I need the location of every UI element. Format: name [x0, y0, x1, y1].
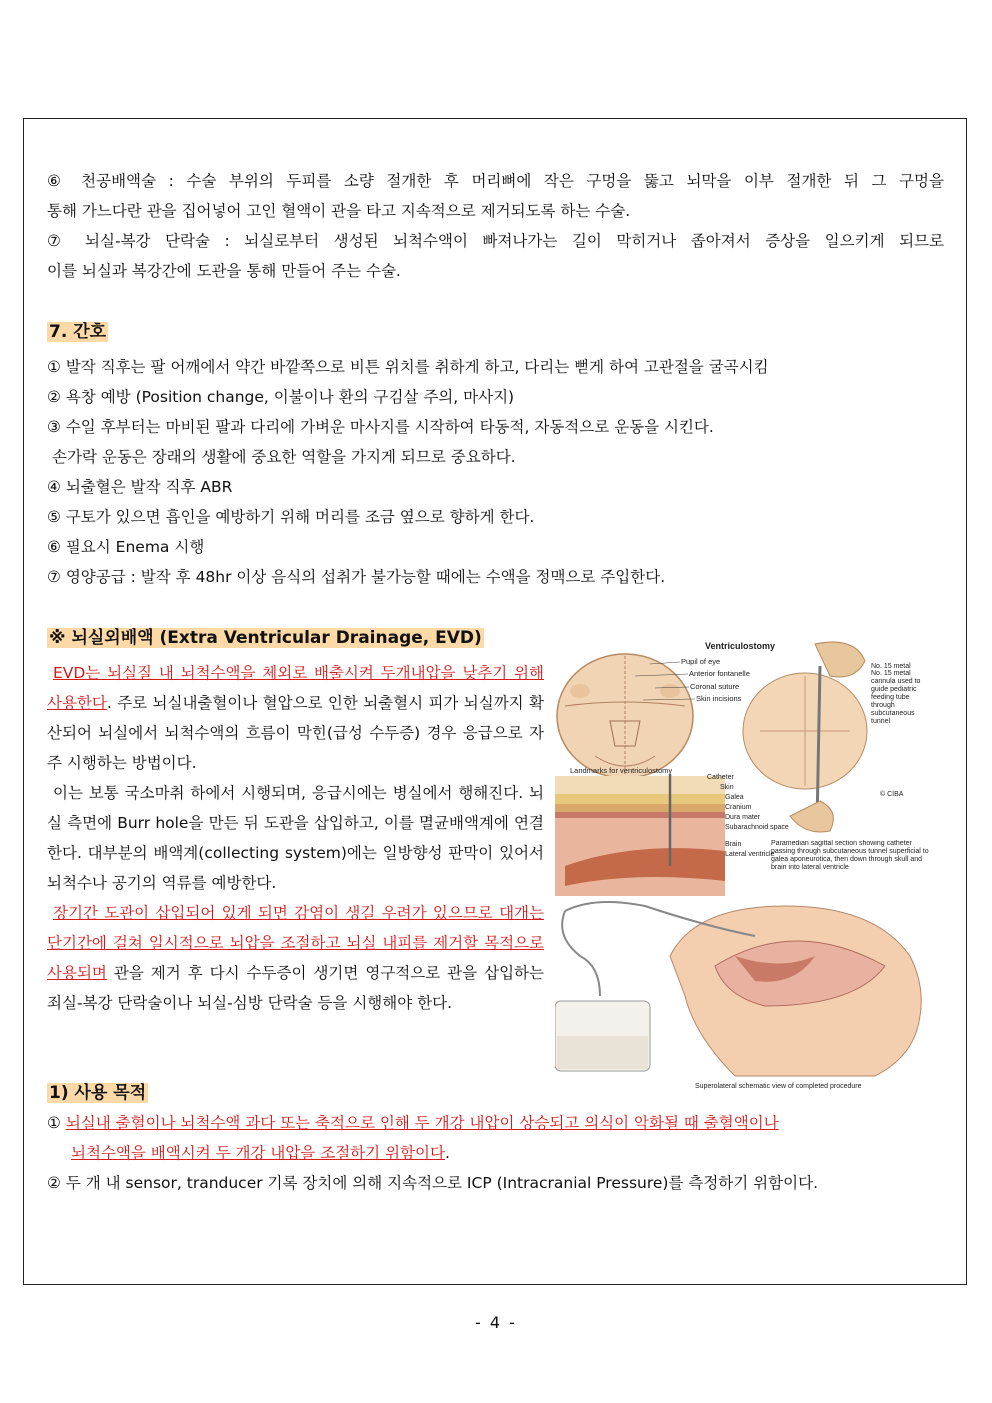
nursing-item: ⑤ 구토가 있으면 흡인을 예방하기 위해 머리를 조금 옆으로 향하게 한다. — [47, 508, 535, 526]
procedure-6-line1: ⑥ 천공배액술 : 수술 부위의 두피를 소량 절개한 후 머리뼈에 작은 구멍을 뚫고 뇌막을 이부 절개한 뒤 그 구멍을 — [47, 172, 944, 190]
nursing-item: ⑦ 영양공급 : 발작 후 48hr 이상 음식의 섭취가 불가능할 때에는 수액을 정맥으로 주입한다. — [47, 568, 666, 586]
page-number: - 4 - — [475, 1313, 517, 1332]
skull-top-view — [557, 654, 693, 778]
sagittal-section — [555, 774, 725, 896]
label-cannula-detail: No. 15 metal cannula used to guide pediatric feeding tube through subcutaneous tunnel — [871, 670, 921, 725]
evd-heading: ※ 뇌실외배액 (Extra Ventricular Drainage, EVD) — [49, 628, 482, 648]
nursing-item: ② 욕창 예방 (Position change, 이불이나 환의 구김살 주의, 마사지) — [47, 388, 515, 406]
ventriculostomy-figure — [555, 636, 930, 1092]
label-lateral: Lateral ventricle — [725, 851, 775, 858]
label-catheter: Catheter — [707, 774, 734, 781]
nursing-heading: 7. 간호 — [49, 322, 107, 342]
label-skin: Skin — [720, 784, 734, 791]
label-subarachnoid: Subarachnoid space — [725, 824, 789, 831]
purpose-item-2: ② 두 개 내 sensor, tranducer 기록 장치에 의해 지속적으로 ICP (Intracranial Pressure)를 측정하기 위함이다. — [47, 1174, 819, 1192]
evd-paragraph-1: EVD는 뇌실질 내 뇌척수액을 체외로 배출시켜 두개내압을 낮추기 위해 사용한다. 주로 뇌실내출혈이나 혈압으로 인한 뇌출혈시 피가 뇌실까지 확산되어 뇌실에서 뇌척수액의 흐름이 막힌(급성 수두증) 경우 응급으로 자주 시행하는 방법이다. — [47, 664, 544, 772]
nursing-item: ③ 수일 후부터는 마비된 팔과 다리에 가벼운 마사지를 시작하여 타동적, 자동적으로 운동을 시킨다. — [47, 418, 714, 436]
evd-body — [47, 658, 544, 1018]
purpose-heading: 1) 사용 목적 — [49, 1083, 147, 1103]
label-ciba: © CIBA — [880, 791, 904, 798]
evd-paragraph-2: 이는 보통 국소마취 하에서 시행되며, 응급시에는 병실에서 행해진다. 뇌실 측면에 Burr hole을 만든 뒤 도관을 삽입하고, 이를 멸균배액계에 연결한다. 대부분의 배액계(collecting system)에는 일방향성 판막이 있어서 뇌척수나 공기의 역류를 예방한다. — [47, 784, 544, 892]
nursing-item: ④ 뇌출혈은 발작 직후 ABR — [47, 478, 233, 496]
figure-caption: Superolateral schematic view of completed procedure — [695, 1083, 862, 1090]
figure-title: Ventriculostomy — [705, 641, 776, 651]
procedure-7-line1: ⑦ 뇌실-복강 단락술 : 뇌실로부터 생성된 뇌척수액이 빠져나가는 길이 막히거나 좁아져서 증상을 일으키게 되므로 — [47, 232, 944, 250]
procedure-6-line2: 통해 가느다란 관을 집어넣어 고인 혈액이 관을 타고 지속적으로 제거되도록 하는 수술. — [47, 202, 631, 220]
label-coronal: Coronal suture — [690, 682, 740, 691]
label-dura: Dura mater — [725, 814, 761, 821]
label-landmarks: Landmarks for ventriculostomy — [570, 766, 673, 775]
label-sagittal: Paramedian sagittal section showing catheter passing through subcutaneous tunnel superficial to galea aponeurotica, then down through skull and brain into lateral ventricle — [771, 840, 929, 871]
label-pupil: Pupil of eye — [681, 657, 721, 666]
procedure-7-line2: 이를 뇌실과 복강간에 도관을 통해 만들어 주는 수술. — [47, 262, 401, 280]
label-skin-incisions: Skin incisions — [696, 694, 742, 703]
label-cannula: No. 15 metal — [871, 663, 911, 670]
nursing-item: ① 발작 직후는 팔 어깨에서 약간 바깥쪽으로 비튼 위치를 취하게 하고, 다리는 뻗게 하여 고관절을 굴곡시킴 — [47, 358, 769, 376]
purpose-item-1-line1: ① 뇌실내 출혈이나 뇌척수액 과다 또는 축적으로 인해 두 개강 내압이 상승되고 의식이 악화될 때 출혈액이나 — [47, 1114, 779, 1132]
evd-paragraph-3: 장기간 도관이 삽입되어 있게 되면 감염이 생길 우려가 있으므로 대개는 단기간에 걸쳐 일시적으로 뇌압을 조절하고 뇌실 내피를 제거할 목적으로 사용되며 관을 제거 후 다시 수두증이 생기면 영구적으로 관을 삽입하는 죄실-복강 단락술이나 뇌실-심방 단락술 등을 시행해야 한다. — [47, 904, 544, 1012]
nursing-item: 손가락 운동은 장래의 생활에 중요한 역할을 가지게 되므로 중요하다. — [52, 448, 516, 466]
label-brain: Brain — [725, 841, 742, 848]
label-galea: Galea — [725, 794, 744, 801]
nursing-item: ⑥ 필요시 Enema 시행 — [47, 538, 205, 556]
purpose-item-1-line2: 뇌척수액을 배액시켜 두 개강 내압을 조절하기 위함이다. — [71, 1144, 450, 1162]
label-fontanelle: Anterior fontanelle — [689, 669, 750, 678]
label-cranium: Cranium — [725, 804, 752, 811]
